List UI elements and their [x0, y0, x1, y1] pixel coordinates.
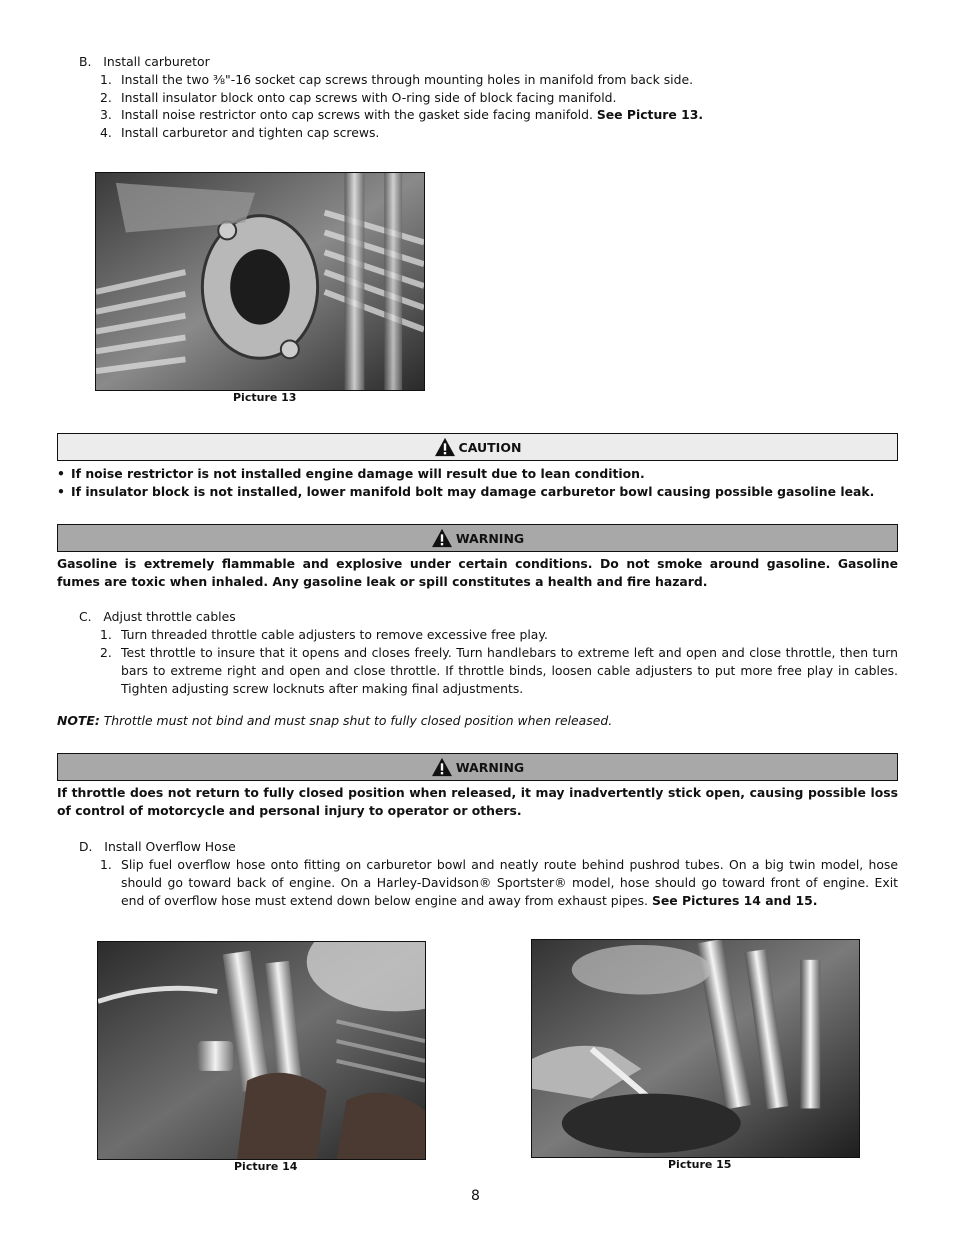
warning-triangle-icon	[431, 528, 453, 548]
overflow-hose-big-twin-photo	[97, 941, 426, 1160]
section-b-heading: B. Install carburetor	[79, 54, 210, 69]
note: NOTE: Throttle must not bind and must snap shut to fully closed position when released.	[57, 713, 613, 728]
page-number: 8	[471, 1188, 480, 1204]
warning-label: WARNING	[455, 759, 525, 775]
section-d-heading: D. Install Overflow Hose	[79, 839, 236, 854]
note-label: NOTE:	[57, 713, 100, 728]
step-text: Install carburetor and tighten cap screws.	[121, 125, 380, 140]
step-num: 2.	[100, 645, 112, 660]
step-num: 4.	[100, 125, 112, 140]
step-text: Install insulator block onto cap screws with O-ring side of block facing manifold.	[121, 90, 617, 105]
caution-banner	[57, 433, 898, 461]
step-text: Turn threaded throttle cable adjusters to remove excessive free play.	[121, 627, 548, 642]
step-num: 1.	[100, 627, 112, 642]
warning-triangle-icon	[434, 437, 456, 457]
warning-banner	[57, 524, 898, 552]
picture-14-caption: Picture 14	[234, 1160, 298, 1173]
warning-text: If throttle does not return to fully closed position when released, it may inadvertently stick open, causing possible loss of control of motorcycle and personal injury to operator or others.	[57, 785, 898, 818]
picture-13-caption: Picture 13	[233, 391, 297, 404]
step-text: Test throttle to insure that it opens and closes freely. Turn handlebars to extreme left and open and close throttle, then turn bars to extreme right and open and close throttle. If throttle binds, loosen cable adjusters to put more free play in cables. Tighten adjusting screw locknuts after making final adjustments.	[121, 645, 898, 696]
caution-bullet: • If insulator block is not installed, lower manifold bolt may damage carburetor bowl causing possible gasoline leak.	[57, 484, 875, 499]
step-text: Slip fuel overflow hose onto fitting on carburetor bowl and neatly route behind pushrod tubes. On a big twin model, hose should go toward back of engine. On a Harley-Davidson® Sportster® model, hose should go toward front of engine. Exit end of overflow hose must extend down below engine and away from exhaust pipes. See Pictures 14 and 15.	[121, 857, 898, 908]
warning-text: Gasoline is extremely flammable and explosive under certain conditions. Do not smoke around gasoline. Gasoline fumes are toxic when inhaled. Any gasoline leak or spill constitutes a health and fire hazard.	[57, 556, 898, 589]
step-num: 1.	[100, 72, 112, 87]
picture-15-caption: Picture 15	[668, 1158, 732, 1171]
step-text: Install noise restrictor onto cap screws with the gasket side facing manifold. See Picture 13.	[121, 107, 704, 122]
carburetor-mount-photo	[95, 172, 425, 391]
caution-bullet: • If noise restrictor is not installed engine damage will result due to lean condition.	[57, 466, 645, 481]
warning-label: WARNING	[455, 530, 525, 546]
step-num: 2.	[100, 90, 112, 105]
caution-label: CAUTION	[458, 439, 522, 455]
section-c-heading: C. Adjust throttle cables	[79, 609, 236, 624]
picture-reference: See Picture 13.	[596, 107, 704, 122]
warning-banner	[57, 753, 898, 781]
step-text: Install the two ⅜"-16 socket cap screws through mounting holes in manifold from back side.	[121, 72, 694, 87]
picture-reference: See Pictures 14 and 15.	[651, 893, 818, 908]
overflow-hose-sportster-photo	[531, 939, 860, 1158]
warning-triangle-icon	[431, 757, 453, 777]
step-num: 3.	[100, 107, 112, 122]
step-num: 1.	[100, 857, 112, 872]
